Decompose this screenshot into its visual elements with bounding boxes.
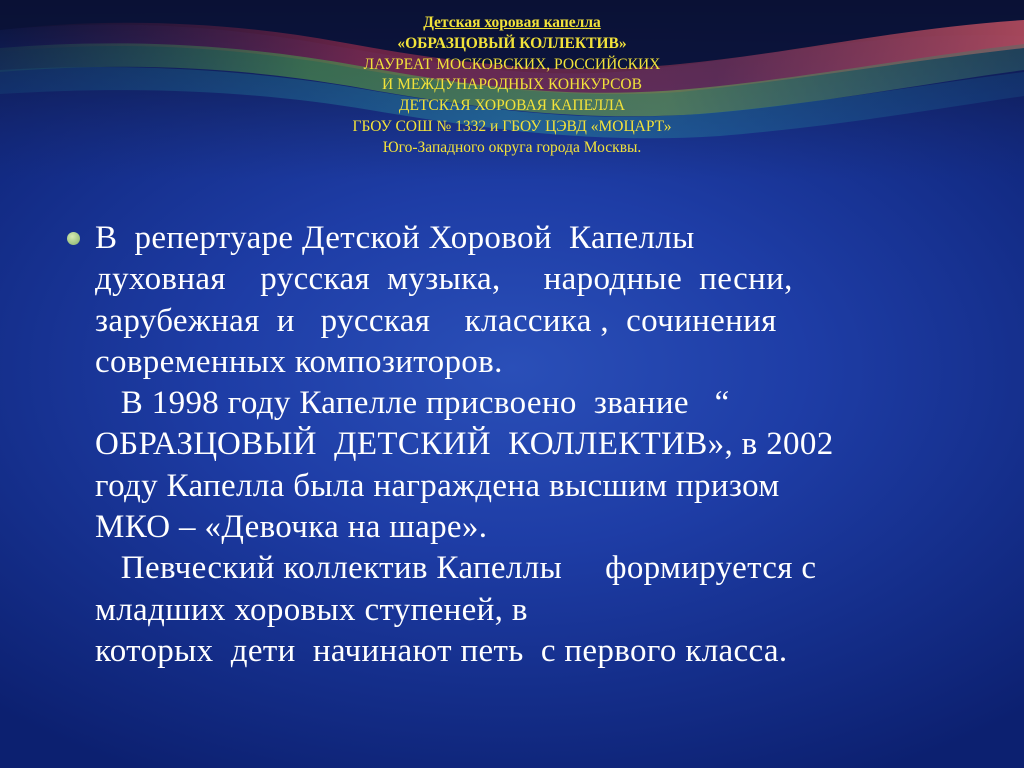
header-line-exemplary-collective: «ОБРАЗЦОВЫЙ КОЛЛЕКТИВ» xyxy=(397,34,627,52)
body-line: В репертуаре Детской Хоровой Капеллы xyxy=(95,220,695,256)
body-line: году Капелла была награждена высшим призом xyxy=(95,467,780,504)
body-line: Певческий коллектив Капеллы формируется с xyxy=(95,550,817,587)
body-line: младших хоровых ступеней, в xyxy=(95,591,528,628)
body-text xyxy=(95,218,975,672)
body-line: современных композиторов. xyxy=(95,343,503,380)
header-line-laureate: ЛАУРЕАТ МОСКОВСКИХ, РОССИЙСКИХ xyxy=(363,55,661,73)
body-line: духовная русская музыка, народные песни, xyxy=(95,261,793,298)
body-line: зарубежная и русская классика , сочинения xyxy=(95,302,777,339)
bullet-dot-icon xyxy=(67,232,80,245)
header-line-choir-name: Детская хоровая капелла xyxy=(423,14,601,31)
header-line-choir-caps: ДЕТСКАЯ ХОРОВАЯ КАПЕЛЛА xyxy=(398,97,626,115)
header-line-competitions: И МЕЖДУНАРОДНЫХ КОНКУРСОВ xyxy=(382,76,642,94)
body-line: ОБРАЗЦОВЫЙ ДЕТСКИЙ КОЛЛЕКТИВ», в 2002 xyxy=(95,426,834,463)
header-line-schools: ГБОУ СОШ № 1332 и ГБОУ ЦЭВД «МОЦАРТ» xyxy=(352,117,672,135)
body-line: В 1998 году Капелле присвоено звание “ xyxy=(95,385,730,422)
body-line: которых дети начинают петь с первого класса. xyxy=(95,632,788,669)
header-line-district: Юго-Западного округа города Москвы. xyxy=(382,138,642,156)
body-line: МКО – «Девочка на шаре». xyxy=(95,509,488,546)
header-title-block xyxy=(180,13,844,159)
